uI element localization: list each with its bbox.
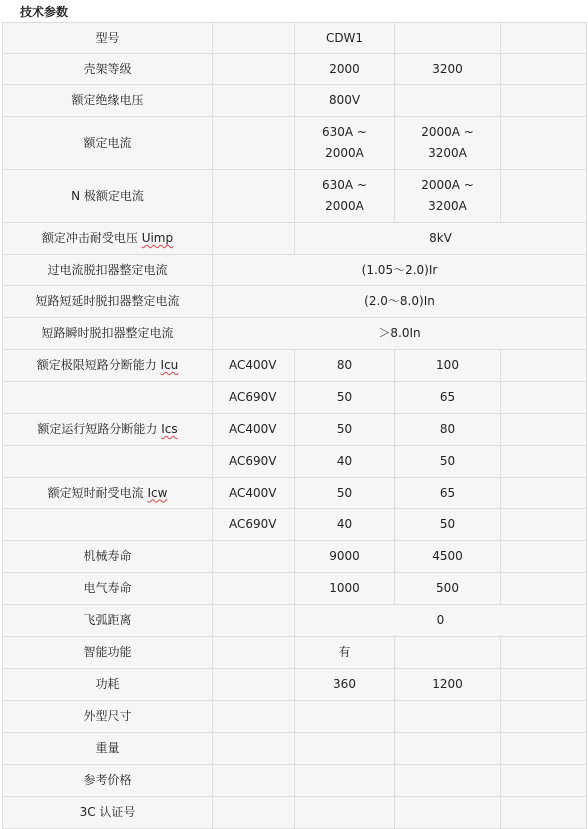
value-line: 3200A — [428, 199, 467, 213]
table-row — [3, 54, 587, 85]
empty-cell — [3, 382, 213, 414]
empty-cell — [295, 701, 395, 733]
table-row — [3, 23, 587, 54]
empty-cell — [213, 23, 295, 54]
empty-cell — [213, 573, 295, 605]
label-cell: 电气寿命 — [3, 573, 213, 605]
empty-cell — [213, 637, 295, 669]
label-cell: 智能功能 — [3, 637, 213, 669]
voltage-cell: AC400V — [213, 478, 295, 509]
value-cell: 50 — [295, 382, 395, 414]
table-row — [3, 255, 587, 286]
empty-cell — [395, 765, 501, 797]
section-title: 技术参数 — [20, 5, 69, 19]
table-row — [3, 605, 587, 637]
value-cell — [295, 117, 395, 170]
label-cell: 3C 认证号 — [3, 797, 213, 829]
table-row — [3, 509, 587, 541]
value-cell: 360 — [295, 669, 395, 701]
empty-cell — [395, 797, 501, 829]
label-cell — [3, 350, 213, 382]
value-cell: 100 — [395, 350, 501, 382]
empty-cell — [501, 54, 587, 85]
tech-params-table — [2, 22, 587, 829]
label-cell — [3, 414, 213, 446]
table-row — [3, 170, 587, 223]
empty-cell — [213, 170, 295, 223]
label-term: Icu — [160, 358, 179, 372]
empty-cell — [501, 478, 587, 509]
value-line: 2000A ~ — [421, 125, 474, 139]
empty-cell — [501, 509, 587, 541]
empty-cell — [395, 637, 501, 669]
voltage-cell: AC690V — [213, 382, 295, 414]
table-row — [3, 446, 587, 478]
label-cell: 短路瞬时脱扣器整定电流 — [3, 318, 213, 350]
label-cell: 短路短延时脱扣器整定电流 — [3, 286, 213, 318]
empty-cell — [213, 117, 295, 170]
label-cell: 过电流脱扣器整定电流 — [3, 255, 213, 286]
value-cell: CDW1 — [295, 23, 395, 54]
empty-cell — [501, 797, 587, 829]
table-row — [3, 223, 587, 255]
empty-cell — [501, 170, 587, 223]
table-row — [3, 414, 587, 446]
table-row — [3, 85, 587, 117]
empty-cell — [395, 23, 501, 54]
label-cell: 壳架等级 — [3, 54, 213, 85]
label-cell: 参考价格 — [3, 765, 213, 797]
voltage-cell: AC690V — [213, 509, 295, 541]
label-text: 额定运行短路分断能力 — [37, 422, 162, 436]
empty-cell — [3, 509, 213, 541]
label-text: 额定短时耐受电流 — [47, 485, 148, 500]
value-cell: 80 — [395, 414, 501, 446]
label-cell: 额定电流 — [3, 117, 213, 170]
empty-cell — [395, 85, 501, 117]
empty-cell — [213, 797, 295, 829]
label-cell: 额定绝缘电压 — [3, 85, 213, 117]
label-cell: N 极额定电流 — [3, 170, 213, 223]
value-cell: 50 — [295, 478, 395, 509]
value-cell — [395, 117, 501, 170]
table-row — [3, 117, 587, 170]
empty-cell — [3, 446, 213, 478]
label-text: 额定极限短路分断能力 — [36, 358, 161, 372]
empty-cell — [501, 117, 587, 170]
value-cell: 80 — [295, 350, 395, 382]
value-cell: (1.05～2.0)Ir — [213, 255, 587, 286]
label-cell: 飞弧距离 — [3, 605, 213, 637]
value-cell: 800V — [295, 85, 395, 117]
voltage-cell: AC690V — [213, 446, 295, 478]
table-row — [3, 701, 587, 733]
empty-cell — [213, 669, 295, 701]
empty-cell — [213, 541, 295, 573]
value-cell — [395, 170, 501, 223]
value-line: 2000A — [325, 146, 364, 160]
table-row — [3, 286, 587, 318]
value-line: 2000A — [325, 199, 364, 213]
empty-cell — [213, 223, 295, 255]
empty-cell — [501, 637, 587, 669]
empty-cell — [213, 54, 295, 85]
label-term: Uimp — [141, 231, 174, 245]
value-cell: 50 — [295, 414, 395, 446]
empty-cell — [501, 669, 587, 701]
empty-cell — [501, 382, 587, 414]
value-cell: 50 — [395, 446, 501, 478]
value-cell: 2000 — [295, 54, 395, 85]
value-cell: 有 — [295, 637, 395, 669]
label-cell: 重量 — [3, 733, 213, 765]
value-cell: 65 — [395, 478, 501, 509]
table-row — [3, 541, 587, 573]
table-row — [3, 797, 587, 829]
value-cell: 40 — [295, 509, 395, 541]
value-cell: ＞8.0In — [213, 318, 587, 350]
empty-cell — [395, 733, 501, 765]
label-cell — [3, 478, 213, 509]
value-cell: 65 — [395, 382, 501, 414]
value-cell: 1000 — [295, 573, 395, 605]
value-cell: 1200 — [395, 669, 501, 701]
value-line: 2000A ~ — [421, 178, 474, 192]
empty-cell — [213, 765, 295, 797]
empty-cell — [501, 414, 587, 446]
table-row — [3, 350, 587, 382]
value-cell: 500 — [395, 573, 501, 605]
empty-cell — [295, 765, 395, 797]
empty-cell — [213, 85, 295, 117]
value-cell: 9000 — [295, 541, 395, 573]
empty-cell — [501, 350, 587, 382]
label-cell — [3, 223, 213, 255]
table-row — [3, 765, 587, 797]
value-cell: 3200 — [395, 54, 501, 85]
value-cell: 4500 — [395, 541, 501, 573]
table-row — [3, 637, 587, 669]
empty-cell — [501, 765, 587, 797]
label-cell: 机械寿命 — [3, 541, 213, 573]
label-cell: 外型尺寸 — [3, 701, 213, 733]
label-cell: 功耗 — [3, 669, 213, 701]
label-cell: 型号 — [3, 23, 213, 54]
table-row — [3, 382, 587, 414]
empty-cell — [501, 733, 587, 765]
value-line: 3200A — [428, 146, 467, 160]
label-term: Icw — [147, 485, 168, 500]
empty-cell — [501, 541, 587, 573]
empty-cell — [395, 701, 501, 733]
empty-cell — [501, 701, 587, 733]
empty-cell — [295, 733, 395, 765]
empty-cell — [501, 446, 587, 478]
table-row — [3, 733, 587, 765]
table-row — [3, 318, 587, 350]
empty-cell — [501, 23, 587, 54]
empty-cell — [501, 85, 587, 117]
empty-cell — [213, 701, 295, 733]
table-row — [3, 478, 587, 509]
table-row — [3, 669, 587, 701]
value-cell: 8kV — [295, 223, 587, 255]
value-cell: 50 — [395, 509, 501, 541]
value-cell: 0 — [295, 605, 587, 637]
voltage-cell: AC400V — [213, 350, 295, 382]
empty-cell — [213, 733, 295, 765]
label-text: 额定冲击耐受电压 — [41, 231, 142, 245]
value-cell: (2.0～8.0)In — [213, 286, 587, 318]
empty-cell — [501, 573, 587, 605]
value-line: 630A ~ — [322, 178, 367, 192]
empty-cell — [295, 797, 395, 829]
empty-cell — [213, 605, 295, 637]
value-cell — [295, 170, 395, 223]
value-cell: 40 — [295, 446, 395, 478]
label-term: Ics — [161, 422, 178, 436]
value-line: 630A ~ — [322, 125, 367, 139]
voltage-cell: AC400V — [213, 414, 295, 446]
table-row — [3, 573, 587, 605]
